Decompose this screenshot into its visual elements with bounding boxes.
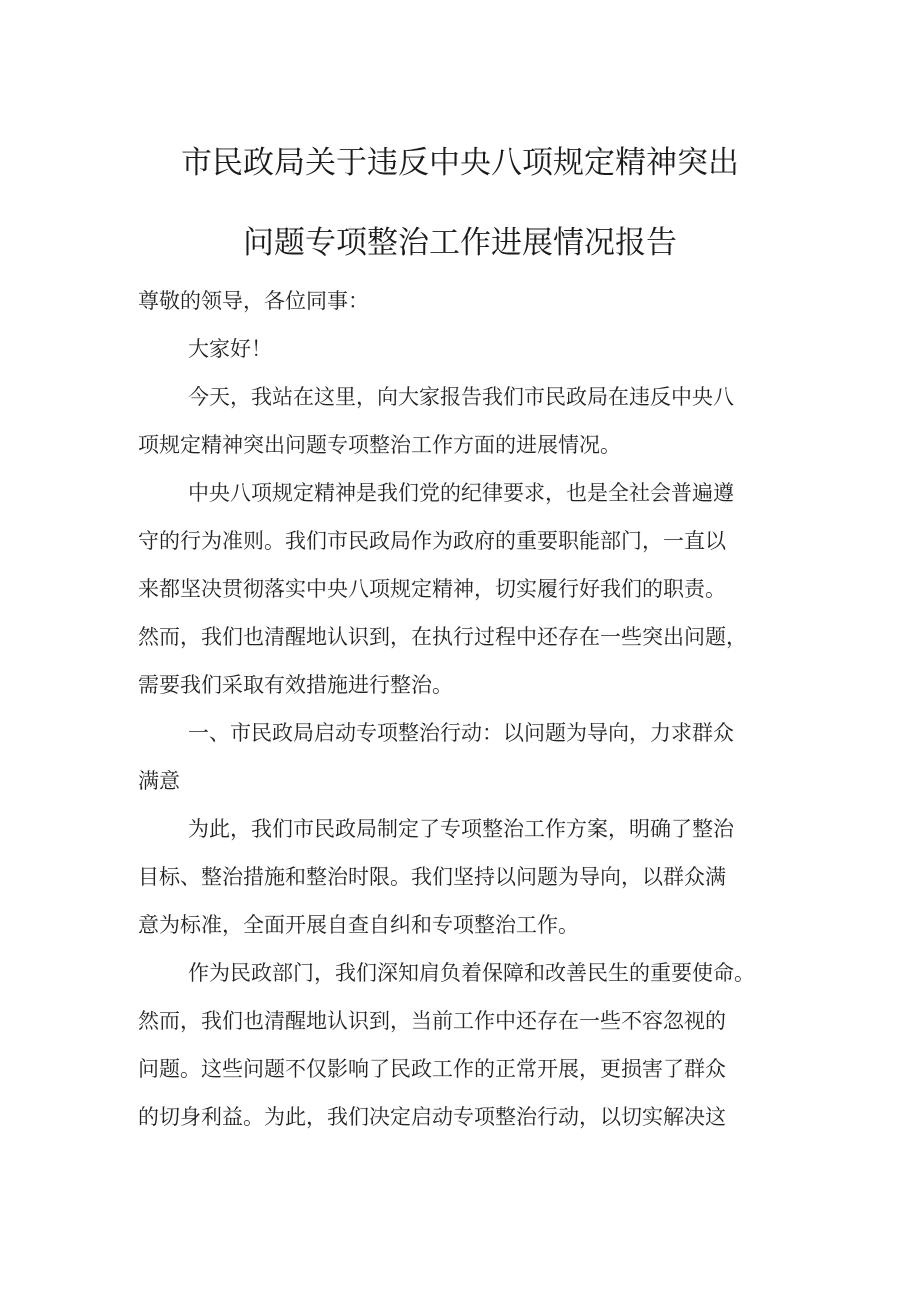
paragraph-2-line-5: 需要我们采取有效措施进行整治。 (138, 673, 453, 697)
section-heading-line-1: 一、市民政局启动专项整治行动：以问题为导向，力求群众 (188, 721, 734, 745)
paragraph-3-line-1: 为此，我们市民政局制定了专项整治工作方案，明确了整治 (188, 817, 734, 841)
document-title-line-1: 市民政局关于违反中央八项规定精神突出 (181, 145, 739, 181)
paragraph-2-line-1: 中央八项规定精神是我们党的纪律要求，也是全社会普遍遵 (188, 481, 734, 505)
paragraph-4-line-3: 问题。这些问题不仅影响了民政工作的正常开展，更损害了群众 (138, 1057, 726, 1081)
paragraph-3-line-3: 意为标准，全面开展自查自纠和专项整治工作。 (138, 913, 579, 937)
paragraph-2-line-2: 守的行为准则。我们市民政局作为政府的重要职能部门，一直以 (138, 529, 726, 553)
section-heading-line-2: 满意 (138, 769, 180, 793)
paragraph-4-line-2: 然而，我们也清醒地认识到，当前工作中还存在一些不容忽视的 (138, 1009, 726, 1033)
paragraph-4-line-1: 作为民政部门，我们深知肩负着保障和改善民生的重要使命。 (188, 961, 755, 985)
paragraph-2-line-3: 来都坚决贯彻落实中央八项规定精神，切实履行好我们的职责。 (138, 577, 726, 601)
paragraph-2-line-4: 然而，我们也清醒地认识到，在执行过程中还存在一些突出问题， (138, 625, 747, 649)
paragraph-1-line-1: 今天，我站在这里，向大家报告我们市民政局在违反中央八 (188, 385, 734, 409)
paragraph-4-line-4: 的切身利益。为此，我们决定启动专项整治行动，以切实解决这 (138, 1105, 726, 1129)
salutation-line: 尊敬的领导，各位同事： (138, 289, 369, 313)
paragraph-1-line-2: 项规定精神突出问题专项整治工作方面的进展情况。 (138, 433, 621, 457)
document-body (138, 277, 798, 1141)
greeting-line: 大家好！ (188, 337, 272, 361)
paragraph-3-line-2: 目标、整治措施和整治时限。我们坚持以问题为导向，以群众满 (138, 865, 726, 889)
document-title-line-2: 问题专项整治工作进展情况报告 (243, 225, 677, 261)
